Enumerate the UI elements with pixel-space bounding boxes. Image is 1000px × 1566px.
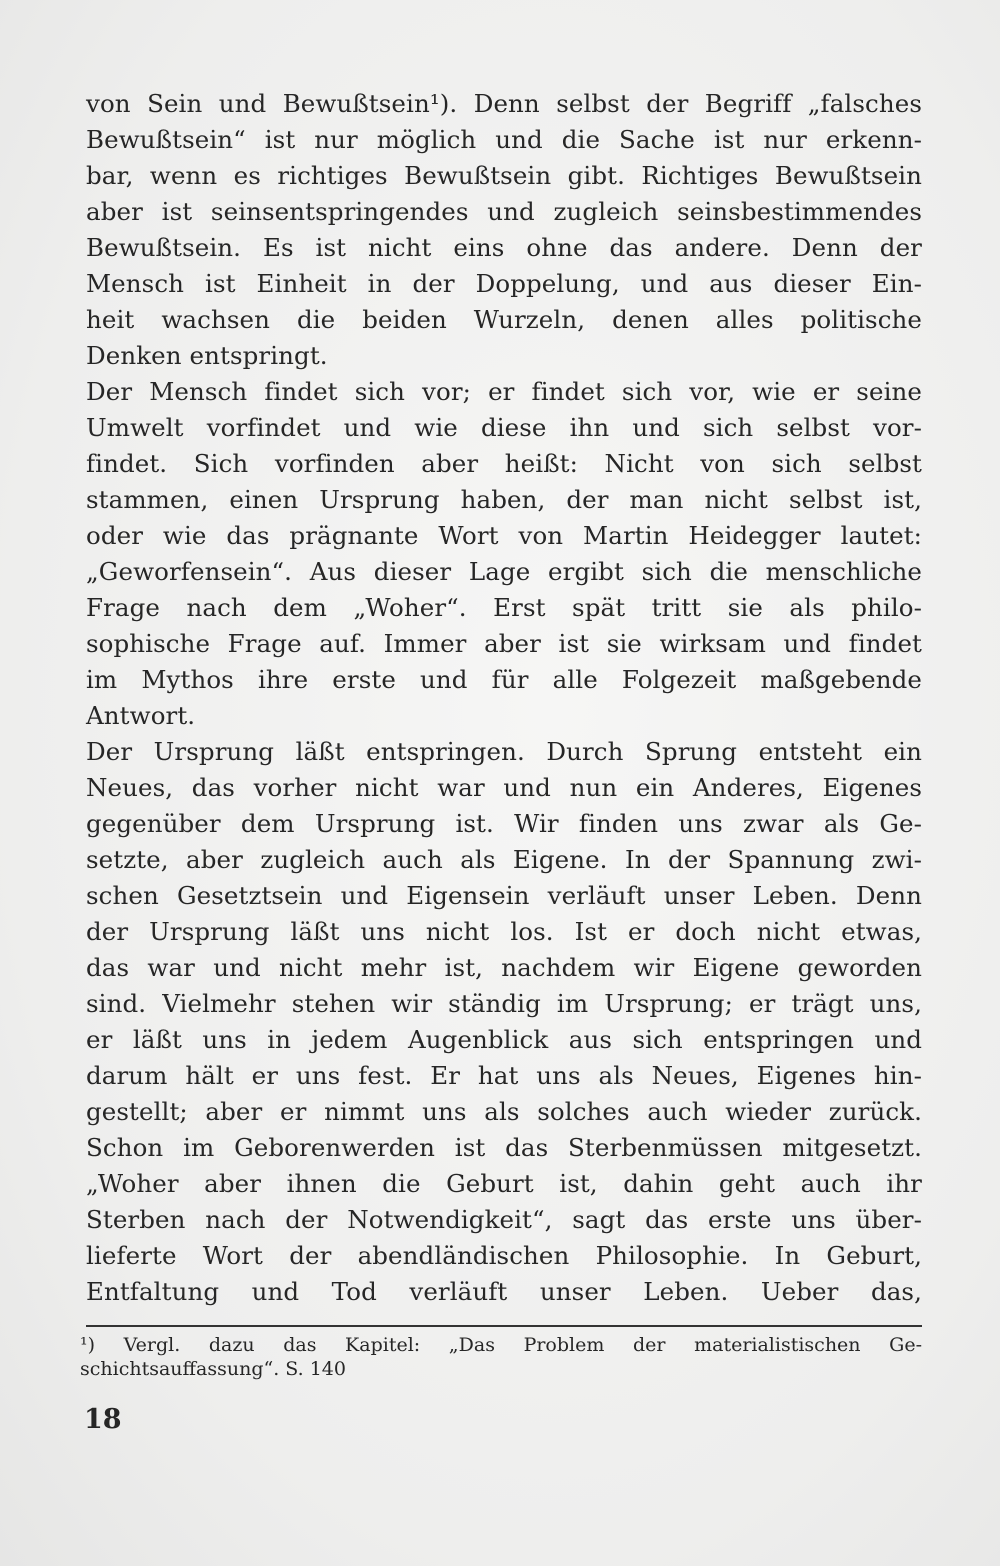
text-line: von Sein und Bewußtsein¹). Denn selbst der Begriff „falsches bbox=[86, 89, 922, 118]
text-line: gegenüber dem Ursprung ist. Wir finden uns zwar als Ge- bbox=[86, 809, 922, 838]
text-line: sind. Vielmehr stehen wir ständig im Ursprung; er trägt uns, bbox=[86, 989, 922, 1018]
text-line: im Mythos ihre erste und für alle Folgezeit maßgebende bbox=[86, 665, 922, 694]
text-line: Entfaltung und Tod verläuft unser Leben. Ueber das, bbox=[86, 1277, 922, 1306]
text-line: oder wie das prägnante Wort von Martin Heidegger lautet: bbox=[86, 521, 922, 550]
footnote-divider bbox=[86, 1325, 922, 1327]
footnote-line: ¹) Vergl. dazu das Kapitel: „Das Problem der materialistischen Ge- bbox=[80, 1334, 922, 1356]
text-line: Der Ursprung läßt entspringen. Durch Sprung entsteht ein bbox=[86, 737, 922, 766]
text-line: Umwelt vorfindet und wie diese ihn und sich selbst vor- bbox=[86, 413, 922, 442]
text-line: „Geworfensein“. Aus dieser Lage ergibt sich die menschliche bbox=[86, 557, 922, 586]
text-line: „Woher aber ihnen die Geburt ist, dahin geht auch ihr bbox=[86, 1169, 922, 1198]
text-line: Bewußtsein. Es ist nicht eins ohne das andere. Denn der bbox=[86, 233, 922, 262]
body-text bbox=[86, 86, 922, 1310]
text-line: Sterben nach der Notwendigkeit“, sagt das erste uns über- bbox=[86, 1205, 922, 1234]
text-line: Frage nach dem „Woher“. Erst spät tritt sie als philo- bbox=[86, 593, 922, 622]
text-line: findet. Sich vorfinden aber heißt: Nicht von sich selbst bbox=[86, 449, 922, 478]
footnote bbox=[80, 1333, 922, 1381]
text-line: er läßt uns in jedem Augenblick aus sich entspringen und bbox=[86, 1025, 922, 1054]
text-line: heit wachsen die beiden Wurzeln, denen alles politische bbox=[86, 305, 922, 334]
text-line: schen Gesetztsein und Eigensein verläuft unser Leben. Denn bbox=[86, 881, 922, 910]
text-line: Denken entspringt. bbox=[86, 341, 328, 370]
text-line: sophische Frage auf. Immer aber ist sie wirksam und findet bbox=[86, 629, 922, 658]
text-line: stammen, einen Ursprung haben, der man nicht selbst ist, bbox=[86, 485, 922, 514]
text-line: Mensch ist Einheit in der Doppelung, und aus dieser Ein- bbox=[86, 269, 922, 298]
text-line: das war und nicht mehr ist, nachdem wir Eigene geworden bbox=[86, 953, 922, 982]
text-line: Bewußtsein“ ist nur möglich und die Sache ist nur erkenn- bbox=[86, 125, 922, 154]
text-line: Antwort. bbox=[86, 701, 196, 730]
text-line: der Ursprung läßt uns nicht los. Ist er doch nicht etwas, bbox=[86, 917, 922, 946]
text-line: setzte, aber zugleich auch als Eigene. In der Spannung zwi- bbox=[86, 845, 922, 874]
text-line: Neues, das vorher nicht war und nun ein Anderes, Eigenes bbox=[86, 773, 922, 802]
text-line: darum hält er uns fest. Er hat uns als Neues, Eigenes hin- bbox=[86, 1061, 922, 1090]
text-line: lieferte Wort der abendländischen Philosophie. In Geburt, bbox=[86, 1241, 922, 1270]
text-line: gestellt; aber er nimmt uns als solches auch wieder zurück. bbox=[86, 1097, 922, 1126]
text-line: Der Mensch findet sich vor; er findet sich vor, wie er seine bbox=[86, 377, 922, 406]
text-line: aber ist seinsentspringendes und zugleich seinsbestimmendes bbox=[86, 197, 922, 226]
page-number: 18 bbox=[84, 1404, 122, 1435]
text-line: bar, wenn es richtiges Bewußtsein gibt. Richtiges Bewußtsein bbox=[86, 161, 922, 190]
text-line: Schon im Geborenwerden ist das Sterbenmüssen mitgesetzt. bbox=[86, 1133, 922, 1162]
footnote-line: schichtsauffassung“. S. 140 bbox=[80, 1358, 346, 1380]
